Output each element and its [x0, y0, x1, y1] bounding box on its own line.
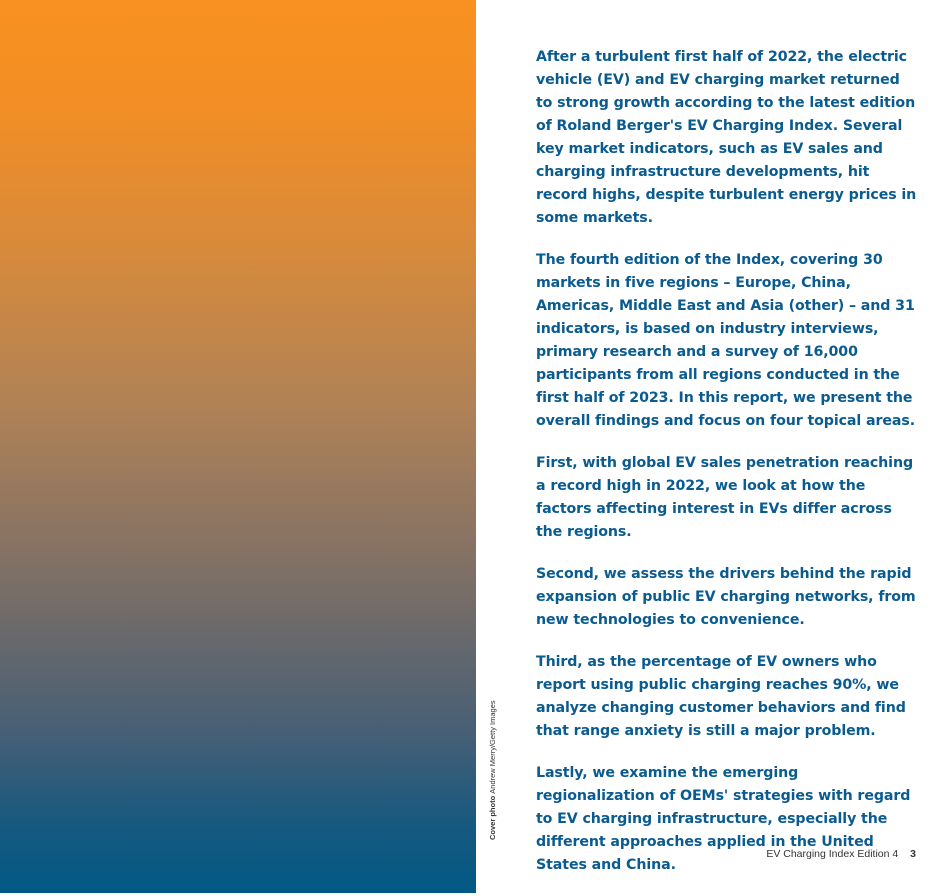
- paragraph: Third, as the percentage of EV owners who report using public charging reaches 90%, we analyze changing customer behaviors and find that range anxiety is still a major problem.: [536, 654, 906, 739]
- intro-text: [536, 46, 920, 896]
- cover-gradient-panel: [0, 0, 476, 893]
- paragraph: Lastly, we examine the emerging regionalization of OEMs' strategies with regard to EV charging infrastructure, especially the different approaches applied in the United States and China.: [536, 765, 911, 873]
- photo-credit-label: Cover photo: [488, 795, 497, 840]
- paragraph: First, with global EV sales penetration reaching a record high in 2022, we look at how the factors affecting interest in EVs differ across the regions.: [536, 455, 914, 540]
- page-number: 3: [910, 848, 916, 860]
- photo-credit: [486, 700, 500, 840]
- photo-credit-text: Andrew Merry/Getty Images: [488, 700, 497, 794]
- paragraph: Second, we assess the drivers behind the rapid expansion of public EV charging networks, from new technologies to convenience.: [536, 566, 916, 628]
- paragraph: The fourth edition of the Index, covering 30 markets in five regions – Europe, China, Americas, Middle East and Asia (other) – and 31 indicators, is based on industry interviews, primary research and a survey of 16,000 participants from all regions conducted in the first half of 2023. In this report, we present the overall findings and focus on four topical areas.: [536, 252, 916, 429]
- paragraph: After a turbulent first half of 2022, the electric vehicle (EV) and EV charging market returned to strong growth according to the latest edition of Roland Berger's EV Charging Index. Several key market indicators, such as EV sales and charging infrastructure developments, hit record highs, despite turbulent energy prices in some markets.: [536, 49, 917, 226]
- publication-title: EV Charging Index Edition 4: [766, 848, 899, 860]
- page-footer: [766, 848, 916, 860]
